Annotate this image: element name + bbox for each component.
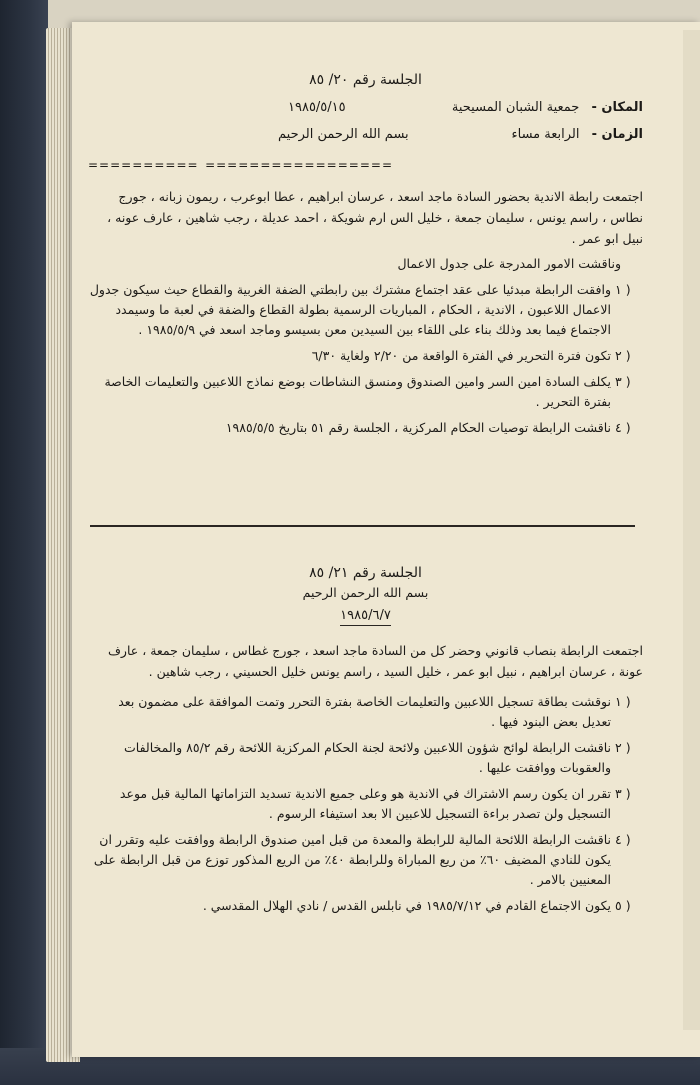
session-1	[88, 60, 643, 438]
session-2-title: الجلسة رقم ٢١/ ٨٥	[309, 565, 422, 581]
item-number: ٣ )	[615, 374, 631, 389]
place-line	[88, 100, 643, 115]
place-label: المكان -	[591, 100, 643, 115]
agenda-intro: وناقشت الامور المدرجة على جدول الاعمال	[397, 256, 621, 271]
time-line	[88, 127, 643, 142]
session-1-title: الجلسة رقم ٢٠/ ٨٥	[309, 72, 422, 88]
item-text: ناقشت الرابطة لوائح شؤون اللاعبين ولائحة لجنة الحكام المركزية اللائحة رقم ٨٥/٢ والمخالفات والعقوبات ووافقت عليها .	[124, 740, 611, 775]
item-text: ناقشت الرابطة اللائحة المالية للرابطة والمعدة من قبل امين صندوق الرابطة ووافقت عليه وتقرر ان يكون للنادي المضيف ٦٠٪ من ريع المباراة وللرابطة ٤٠٪ من الريع المذكور توزع من قبل الرابطة على المعنيين بالامر .	[93, 832, 611, 887]
item-text: ناقشت الرابطة توصيات الحكام المركزية ، الجلسة رقم ٥١ بتاريخ ١٩٨٥/٥/٥	[225, 420, 611, 435]
item-text: نوقشت بطاقة تسجيل اللاعبين والتعليمات الخاصة بفترة التحرر وتمت الموافقة على مضمون بعد تعديل بعض البنود فيها .	[118, 694, 611, 729]
session-1-basmala: بسم الله الرحمن الرحيم	[278, 127, 409, 142]
rule-right: =================	[205, 158, 393, 172]
section-divider	[90, 525, 635, 527]
session-2-item	[88, 738, 643, 778]
rule-left: ==========	[88, 158, 199, 172]
item-number: ١ )	[615, 694, 631, 709]
session-2	[88, 565, 643, 916]
item-number: ٥ )	[615, 898, 631, 913]
item-text: وافقت الرابطة مبدئيا على عقد اجتماع مشترك بين رابطتي الضفة الغربية والقطاع حيث سيكون جدول الاعمال اللاعبون ، الاندية ، الحكام ، المباريات الرسمية بطولة القطاع والضفة في لعبة ما وسيمدد الاجتماع فيما بعد وذلك بناء على اللقاء بين السيدين معن بسيسو وماجد اسعد في ١٩٨٥/٥/٩ .	[89, 282, 611, 337]
session-1-item	[88, 372, 643, 412]
item-number: ٢ )	[615, 740, 631, 755]
item-text: تقرر ان يكون رسم الاشتراك في الاندية هو وعلى جميع الاندية تسديد التزاماتها المالية قبل موعد التسجيل ولن تصدر براءة التسجيل للاعبين الا بعد استيفاء الرسوم .	[119, 786, 611, 821]
session-1-date: ١٩٨٥/٥/١٥	[288, 100, 346, 115]
session-2-basmala: بسم الله الرحمن الرحيم	[302, 585, 429, 600]
item-number: ٤ )	[615, 832, 631, 847]
session-1-item	[88, 346, 643, 366]
book-cover-spine	[0, 0, 48, 1085]
time-label: الزمان -	[591, 127, 643, 142]
place-value: جمعية الشبان المسيحية	[451, 100, 580, 115]
session-2-item	[88, 896, 643, 916]
next-page-edge	[683, 30, 700, 1030]
separator-rule	[88, 158, 643, 172]
session-2-item	[88, 692, 643, 732]
time-value: الرابعة مساء	[511, 127, 580, 142]
session-1-item	[88, 418, 643, 438]
session-1-attendance: اجتمعت رابطة الاندية بحضور السادة ماجد اسعد ، عرسان ابراهيم ، عطا ابوعرب ، ريمون زبانه ، جورج نطاس ، راسم يونس ، سليمان جمعة ، خليل الس ارم شويكة ، احمد عديلة ، رجب شاهين ، عارف عونه ، نبيل ابو عمر .	[107, 189, 643, 246]
item-text: يكون الاجتماع القادم في ١٩٨٥/٧/١٢ في نابلس القدس / نادي الهلال المقدسي .	[202, 898, 611, 913]
session-2-item	[88, 830, 643, 890]
item-number: ٣ )	[615, 786, 631, 801]
session-2-item	[88, 784, 643, 824]
session-2-date: ١٩٨٥/٦/٧	[340, 608, 391, 626]
item-number: ٢ )	[615, 348, 631, 363]
item-number: ٤ )	[615, 420, 631, 435]
item-text: يكلف السادة امين السر وامين الصندوق ومنسق النشاطات بوضع نماذج اللاعبين والتعليمات الخاصة بفترة التحرير .	[104, 374, 611, 409]
item-text: تكون فترة التحرير في الفترة الواقعة من ٢/٢٠ ولغاية ٦/٣٠	[311, 348, 611, 363]
item-number: ١ )	[615, 282, 631, 297]
session-2-attendance: اجتمعت الرابطة بنصاب قانوني وحضر كل من السادة ماجد اسعد ، جورج غطاس ، سليمان جمعة ، عارف عونة ، عرسان ابراهيم ، نبيل ابو عمر ، خليل السيد ، راسم يونس خليل الحسيني ، رجب شاهين .	[107, 643, 643, 679]
session-1-item	[88, 280, 643, 340]
